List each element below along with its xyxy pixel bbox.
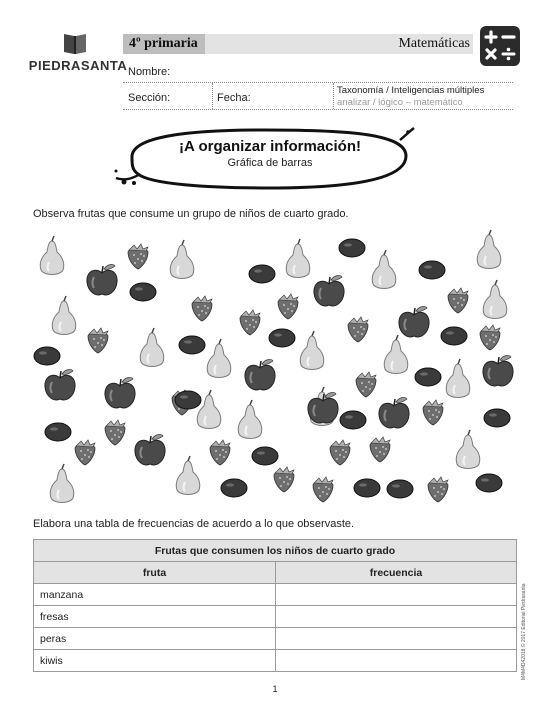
table-caption: Frutas que consumen los niños de cuarto grado xyxy=(34,540,517,562)
strawberry-icon xyxy=(274,467,294,492)
pear-icon xyxy=(286,239,310,278)
apple-icon xyxy=(399,306,429,336)
kiwi-icon xyxy=(476,474,502,492)
instruction-table: Elabora una tabla de frecuencias de acuerdo a lo que observaste. xyxy=(33,518,355,530)
pear-icon xyxy=(40,236,64,275)
frequency-cell[interactable] xyxy=(276,606,517,628)
kiwi-icon xyxy=(252,447,278,465)
apple-icon xyxy=(245,359,275,389)
strawberry-icon xyxy=(448,288,468,313)
subject-label: Matemáticas xyxy=(398,36,470,51)
fruits-illustration xyxy=(22,226,522,510)
apple-icon xyxy=(483,355,513,385)
apple-icon xyxy=(87,264,117,294)
pear-icon xyxy=(300,331,324,370)
kiwi-icon xyxy=(340,411,366,429)
pear-icon xyxy=(446,359,470,398)
strawberry-icon xyxy=(423,400,443,425)
kiwi-icon xyxy=(249,265,275,283)
table-header-row xyxy=(34,562,517,584)
apple-icon xyxy=(135,434,165,464)
pear-icon xyxy=(176,456,200,495)
pear-icon xyxy=(140,328,164,367)
column-header-frecuencia: frecuencia xyxy=(276,562,517,584)
strawberry-icon xyxy=(480,325,500,350)
page-number: 1 xyxy=(272,684,278,694)
pear-icon xyxy=(372,250,396,289)
strawberry-icon xyxy=(356,372,376,397)
publisher-logo: PIEDRASANTA xyxy=(28,58,128,73)
kiwi-icon xyxy=(179,336,205,354)
pear-icon xyxy=(238,400,262,439)
table-row xyxy=(34,584,517,606)
strawberry-icon xyxy=(278,294,298,319)
strawberry-icon xyxy=(330,440,350,465)
date-field-label: Fecha: xyxy=(217,92,251,104)
frequency-table xyxy=(33,539,517,672)
fruit-cell: fresas xyxy=(34,606,276,628)
kiwi-icon xyxy=(484,409,510,427)
worksheet-title: ¡A organizar información! xyxy=(179,138,361,155)
frequency-cell[interactable] xyxy=(276,628,517,650)
instruction-observe: Observa frutas que consume un grupo de niños de cuarto grado. xyxy=(33,208,349,220)
table-row xyxy=(34,606,517,628)
fruit-cell: peras xyxy=(34,628,276,650)
taxonomy-sub-label: analizar / lógico – matemático xyxy=(337,97,463,108)
pear-icon xyxy=(456,430,480,469)
name-field-label: Nombre: xyxy=(128,66,171,78)
strawberry-icon xyxy=(105,420,125,445)
math-operations-icon xyxy=(480,26,520,66)
kiwi-icon xyxy=(34,347,60,365)
table-row xyxy=(34,650,517,672)
fruit-cell: manzana xyxy=(34,584,276,606)
pear-icon xyxy=(50,464,74,503)
worksheet-subtitle: Gráfica de barras xyxy=(227,157,313,169)
kiwi-icon xyxy=(221,479,247,497)
strawberry-icon xyxy=(210,440,230,465)
copyright-note xyxy=(518,550,528,680)
section-field-label: Sección: xyxy=(128,92,171,104)
pear-icon xyxy=(477,230,501,269)
pear-icon xyxy=(384,335,408,374)
strawberry-icon xyxy=(128,244,148,269)
kiwi-icon xyxy=(354,479,380,497)
strawberry-icon xyxy=(75,440,95,465)
kiwi-icon xyxy=(339,239,365,257)
strawberry-icon xyxy=(313,477,333,502)
strawberry-icon xyxy=(240,310,260,335)
strawberry-icon xyxy=(370,437,390,462)
strawberry-icon xyxy=(348,317,368,342)
kiwi-icon xyxy=(441,327,467,345)
kiwi-icon xyxy=(415,368,441,386)
table-row xyxy=(34,628,517,650)
apple-icon xyxy=(314,275,344,305)
kiwi-icon xyxy=(387,480,413,498)
apple-icon xyxy=(45,369,75,399)
strawberry-icon xyxy=(88,328,108,353)
strawberry-icon xyxy=(192,296,212,321)
kiwi-icon xyxy=(269,329,295,347)
pear-icon xyxy=(52,296,76,335)
fruit-cell: kiwis xyxy=(34,650,276,672)
kiwi-icon xyxy=(130,283,156,301)
copyright-text: M4M4D42018 © 2017 Editorial Piedrasanta xyxy=(521,583,527,680)
pear-icon xyxy=(197,390,221,429)
kiwi-icon xyxy=(45,423,71,441)
table-caption-row xyxy=(34,540,517,562)
field-divider xyxy=(333,83,334,109)
taxonomy-label: Taxonomía / Inteligencias múltiples xyxy=(337,85,485,96)
pear-icon xyxy=(207,339,231,378)
frequency-cell[interactable] xyxy=(276,584,517,606)
kiwi-icon xyxy=(175,391,201,409)
book-icon xyxy=(62,30,88,56)
apple-icon xyxy=(105,377,135,407)
kiwi-icon xyxy=(419,261,445,279)
fruit-items xyxy=(34,230,513,503)
apple-icon xyxy=(308,392,338,422)
strawberry-icon xyxy=(428,477,448,502)
name-line[interactable] xyxy=(123,82,513,83)
taxonomy-block xyxy=(337,85,484,109)
pear-icon xyxy=(483,280,507,319)
column-header-fruta: fruta xyxy=(34,562,276,584)
apple-icon xyxy=(379,397,409,427)
frequency-cell[interactable] xyxy=(276,650,517,672)
grade-label: 4º primaria xyxy=(123,34,205,54)
section-line xyxy=(123,109,513,110)
pear-icon xyxy=(170,240,194,279)
field-divider xyxy=(212,83,213,109)
